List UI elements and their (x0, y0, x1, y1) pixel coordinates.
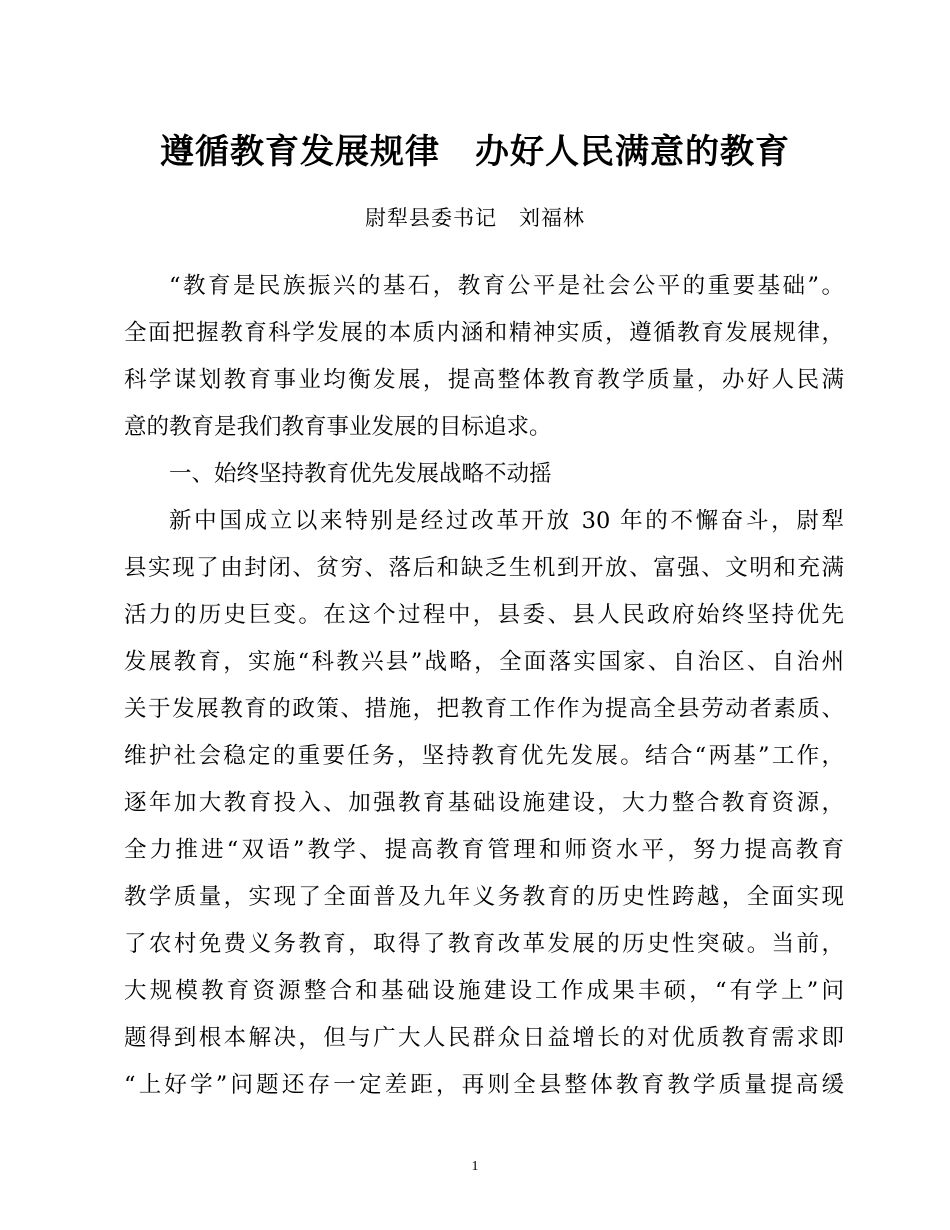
section-paragraph-line: 发展教育，实施“科教兴县”战略，全面落实国家、自治区、自治州 (124, 649, 844, 675)
section-paragraph-line: 关于发展教育的政策、措施，把教育工作作为提高全县劳动者素质、 (124, 696, 844, 722)
section-paragraph-line: “上好学”问题还存一定差距，再则全县整体教育教学质量提高缓 (124, 1072, 844, 1098)
document-title: 遵循教育发展规律 办好人民满意的教育 (160, 132, 790, 172)
intro-paragraph-line: “教育是民族振兴的基石，教育公平是社会公平的重要基础”。 (169, 273, 844, 299)
section-paragraph-line: 教学质量，实现了全面普及九年义务教育的历史性跨越，全面实现 (124, 884, 844, 910)
intro-paragraph-line: 全面把握教育科学发展的本质内涵和精神实质，遵循教育发展规律， (124, 320, 844, 346)
section-paragraph-line: 县实现了由封闭、贫穷、落后和缺乏生机到开放、富强、文明和充满 (124, 555, 844, 581)
intro-paragraph-line: 意的教育是我们教育事业发展的目标追求。 (124, 414, 552, 440)
section-paragraph-line: 维护社会稳定的重要任务，坚持教育优先发展。结合“两基”工作， (124, 743, 844, 769)
section-paragraph-line: 逐年加大教育投入、加强教育基础设施建设，大力整合教育资源， (124, 790, 844, 816)
section-paragraph-line: 全力推进“双语”教学、提高教育管理和师资水平，努力提高教育 (124, 837, 844, 863)
section-paragraph-line: 大规模教育资源整合和基础设施建设工作成果丰硕，“有学上”问 (124, 978, 844, 1004)
section-heading: 一、始终坚持教育优先发展战略不动摇 (169, 461, 552, 487)
intro-paragraph-line: 科学谋划教育事业均衡发展，提高整体教育教学质量，办好人民满 (124, 367, 844, 393)
author-byline: 尉犁县委书记 刘福林 (365, 206, 585, 230)
section-paragraph-line: 了农村免费义务教育，取得了教育改革发展的历史性突破。当前， (124, 931, 844, 957)
section-paragraph-line: 活力的历史巨变。在这个过程中，县委、县人民政府始终坚持优先 (124, 602, 844, 628)
section-paragraph-line: 题得到根本解决，但与广大人民群众日益增长的对优质教育需求即 (124, 1025, 844, 1051)
section-paragraph-line: 新中国成立以来特别是经过改革开放 30 年的不懈奋斗，尉犁 (169, 508, 844, 534)
page-number: 1 (471, 1159, 479, 1174)
